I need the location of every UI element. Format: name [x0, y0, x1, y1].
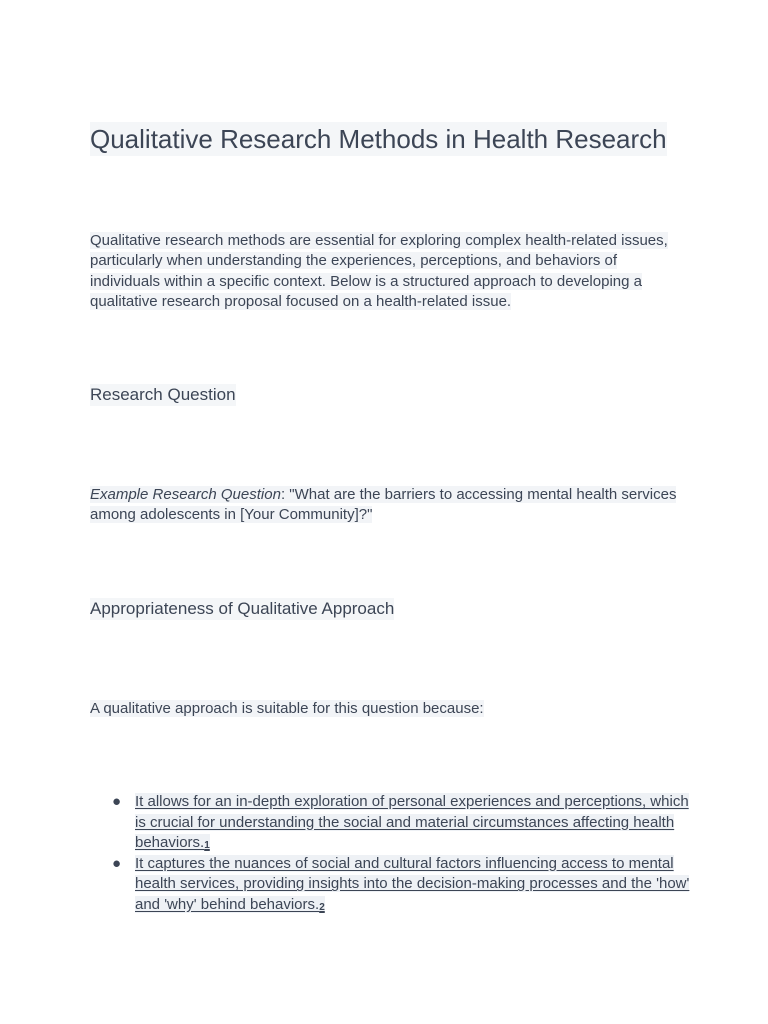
reason-text-2[interactable]: It captures the nuances of social and cultural factors influencing access to mental health services, providing insights into the decision-making processes and the 'how' and 'why' behind behaviors.: [135, 854, 690, 913]
example-text: : "What are the barriers to accessing mental health services among adolescents in [Your Community]?": [90, 486, 677, 524]
intro-paragraph: [90, 231, 690, 312]
citation-ref-1[interactable]: 1: [204, 840, 210, 852]
reason-text-1[interactable]: It allows for an in-depth exploration of personal experiences and perceptions, which is crucial for understanding the social and material circumstances affecting health behaviors.: [135, 793, 689, 852]
approach-lead-text: [90, 699, 690, 719]
page-title: Qualitative Research Methods in Health Research: [90, 124, 667, 154]
list-item: [90, 792, 690, 854]
approach-lead-span: A qualitative approach is suitable for this question because:: [90, 700, 484, 717]
section-heading-research-question: Research Question: [90, 385, 236, 404]
bullet-dot-icon: ●: [112, 854, 122, 872]
intro-text: Qualitative research methods are essential for exploring complex health-related issues, particularly when understanding the experiences, perceptions, and behaviors of individuals within a specific context. Below is a structured approach to developing a qualitative research proposal focused on a health-related issue.: [90, 232, 668, 310]
citation-ref-2[interactable]: 2: [319, 901, 325, 913]
section-heading-appropriateness: Appropriateness of Qualitative Approach: [90, 599, 395, 618]
bullet-dot-icon: ●: [112, 793, 122, 810]
reason-link-2[interactable]: [135, 855, 689, 913]
reasons-list: [90, 792, 690, 916]
example-label: Example Research Question: [90, 486, 281, 503]
list-item: [90, 854, 690, 916]
example-research-question: [90, 485, 690, 526]
reason-link-1[interactable]: [135, 793, 689, 851]
